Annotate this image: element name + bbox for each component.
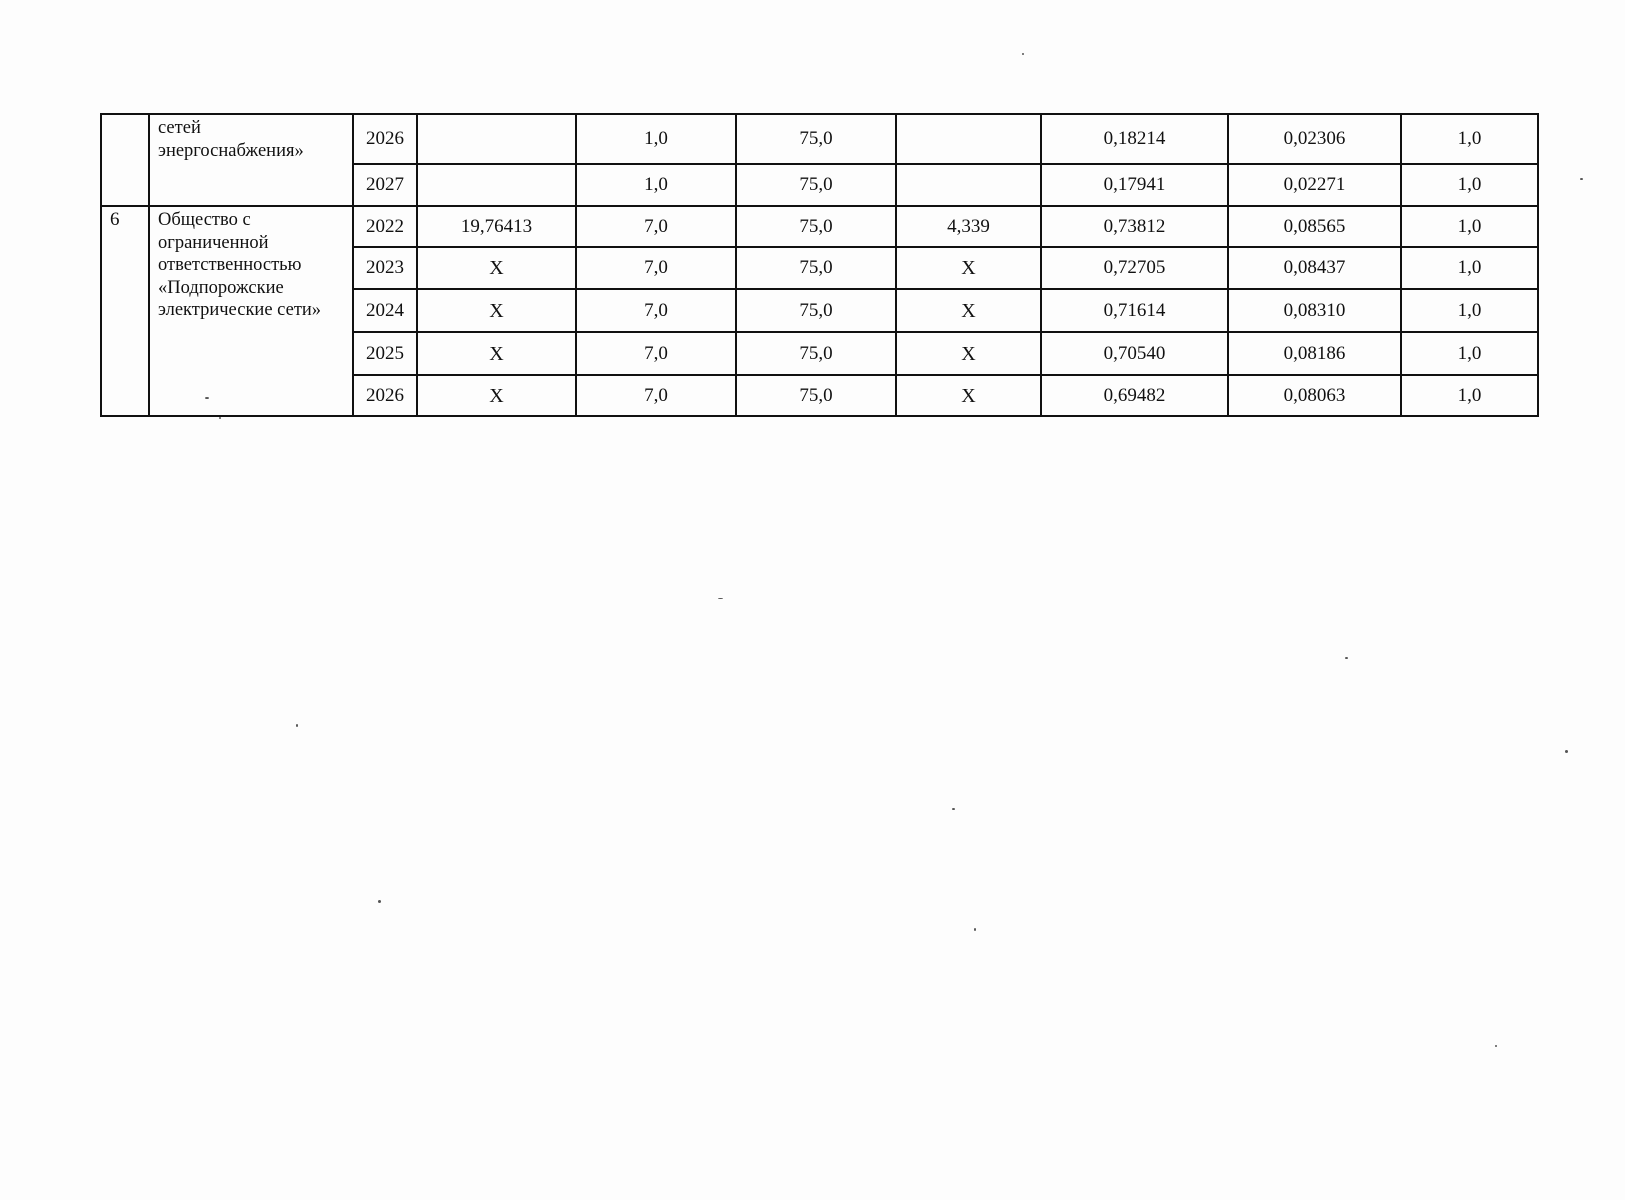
- value-cell: X: [417, 289, 576, 332]
- scan-speck: [296, 724, 298, 727]
- scan-speck: [952, 808, 955, 810]
- value-cell: 1,0: [1401, 289, 1538, 332]
- scan-speck: [378, 900, 381, 903]
- scan-speck: [974, 928, 976, 931]
- value-cell: 75,0: [736, 375, 896, 416]
- value-cell: 0,72705: [1041, 247, 1228, 289]
- value-cell: 75,0: [736, 332, 896, 375]
- scan-speck: [718, 598, 723, 599]
- value-cell: 1,0: [1401, 375, 1538, 416]
- value-cell: 7,0: [576, 206, 736, 247]
- year-cell: 2027: [353, 164, 417, 206]
- value-cell: X: [896, 247, 1041, 289]
- value-cell: 0,08186: [1228, 332, 1401, 375]
- table-row: [101, 114, 1538, 164]
- value-cell: 0,71614: [1041, 289, 1228, 332]
- value-cell: 7,0: [576, 247, 736, 289]
- value-cell: 75,0: [736, 289, 896, 332]
- value-cell: [896, 114, 1041, 164]
- entry-number-cell: [101, 114, 149, 206]
- value-cell: 1,0: [1401, 206, 1538, 247]
- value-cell: 0,02271: [1228, 164, 1401, 206]
- value-cell: X: [417, 375, 576, 416]
- value-cell: [417, 114, 576, 164]
- value-cell: 7,0: [576, 289, 736, 332]
- value-cell: 75,0: [736, 247, 896, 289]
- year-cell: 2026: [353, 375, 417, 416]
- value-cell: X: [896, 289, 1041, 332]
- year-cell: 2023: [353, 247, 417, 289]
- value-cell: 1,0: [1401, 164, 1538, 206]
- value-cell: 75,0: [736, 206, 896, 247]
- value-cell: 0,17941: [1041, 164, 1228, 206]
- org-name-cell: сетей энергоснабжения»: [149, 114, 353, 206]
- value-cell: X: [417, 332, 576, 375]
- tariff-table: [100, 113, 1539, 417]
- value-cell: 75,0: [736, 114, 896, 164]
- scan-speck: [219, 417, 221, 419]
- value-cell: X: [896, 332, 1041, 375]
- value-cell: [417, 164, 576, 206]
- value-cell: 1,0: [1401, 114, 1538, 164]
- value-cell: 0,73812: [1041, 206, 1228, 247]
- org-name-cell: Общество с ограниченной ответственностью «Подпорожские электрические сети»: [149, 206, 353, 416]
- scan-speck: [1580, 178, 1583, 180]
- table-row: [101, 206, 1538, 247]
- scan-speck: [1565, 750, 1568, 753]
- value-cell: 0,18214: [1041, 114, 1228, 164]
- value-cell: 1,0: [576, 114, 736, 164]
- scan-speck: [1022, 53, 1024, 55]
- year-cell: 2022: [353, 206, 417, 247]
- scan-speck: [1345, 657, 1348, 659]
- value-cell: 0,08063: [1228, 375, 1401, 416]
- value-cell: 0,08565: [1228, 206, 1401, 247]
- entry-number-cell: 6: [101, 206, 149, 416]
- value-cell: 7,0: [576, 332, 736, 375]
- value-cell: 1,0: [576, 164, 736, 206]
- value-cell: 19,76413: [417, 206, 576, 247]
- year-cell: 2024: [353, 289, 417, 332]
- year-cell: 2026: [353, 114, 417, 164]
- scan-speck: [1495, 1045, 1497, 1047]
- value-cell: 0,08437: [1228, 247, 1401, 289]
- value-cell: 4,339: [896, 206, 1041, 247]
- value-cell: 0,08310: [1228, 289, 1401, 332]
- value-cell: 75,0: [736, 164, 896, 206]
- value-cell: [896, 164, 1041, 206]
- value-cell: X: [896, 375, 1041, 416]
- year-cell: 2025: [353, 332, 417, 375]
- value-cell: X: [417, 247, 576, 289]
- value-cell: 0,02306: [1228, 114, 1401, 164]
- scan-speck: [205, 397, 209, 399]
- value-cell: 0,69482: [1041, 375, 1228, 416]
- value-cell: 0,70540: [1041, 332, 1228, 375]
- value-cell: 1,0: [1401, 247, 1538, 289]
- value-cell: 7,0: [576, 375, 736, 416]
- value-cell: 1,0: [1401, 332, 1538, 375]
